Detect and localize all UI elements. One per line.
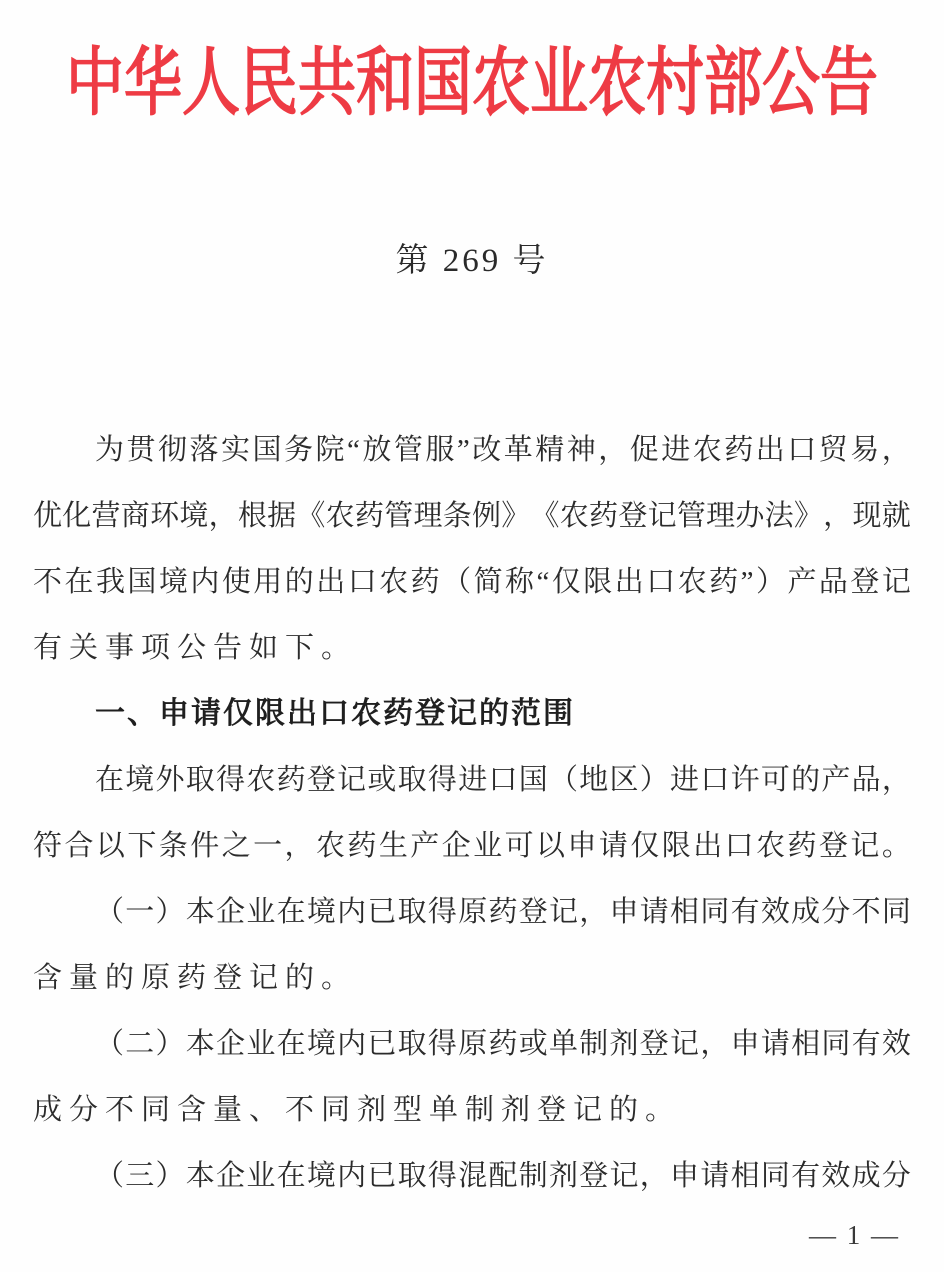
- body-line-12: （ 三 ） 本 企 业 在 境 内 已 取 得 混 配 制 剂 登 记 ， 申 请 相 同 有 效 成 分: [95, 1160, 911, 1192]
- body-line-10: （ 二 ） 本 企 业 在 境 内 已 取 得 原 药 或 单 制 剂 登 记 ， 申 请 相 同 有 效: [95, 1028, 911, 1060]
- body-line-2: 优 化 营 商 环 境 ， 根 据 《 农 药 管 理 条 例 》 《 农 药 登 记 管 理 办 法 》 ， 现 就: [33, 500, 911, 532]
- document-body: [33, 417, 911, 1209]
- body-line-7: 符 合 以 下 条 件 之 一 ， 农 药 生 产 企 业 可 以 申 请 仅 限 出 口 农 药 登 记 。: [33, 830, 911, 862]
- body-line-3: 不 在 我 国 境 内 使 用 的 出 口 农 药 （ 简 称 “ 仅 限 出 口 农 药 ” ） 产 品 登 记: [33, 566, 911, 598]
- section-heading: 一、申请仅限出口农药登记的范围: [95, 697, 575, 730]
- body-line-6: 在 境 外 取 得 农 药 登 记 或 取 得 进 口 国 （ 地 区 ） 进 口 许 可 的 产 品 ，: [95, 764, 911, 796]
- body-line-8: （ 一 ） 本 企 业 在 境 内 已 取 得 原 药 登 记 ， 申 请 相 同 有 效 成 分 不 同: [95, 896, 911, 928]
- body-line-1: 为 贯 彻 落 实 国 务 院 “ 放 管 服 ” 改 革 精 神 ， 促 进 农 药 出 口 贸 易 ，: [95, 434, 911, 466]
- page-number: — 1 —: [809, 1220, 900, 1250]
- document-number: 第 269 号: [395, 243, 549, 279]
- document-title: 中华人民共和国农业农村部公告: [65, 41, 878, 125]
- body-line-11: 成分不同含量、不同剂型单制剂登记的。: [33, 1094, 682, 1126]
- body-line-9: 含量的原药登记的。: [33, 962, 358, 994]
- body-line-4: 有关事项公告如下。: [33, 632, 358, 664]
